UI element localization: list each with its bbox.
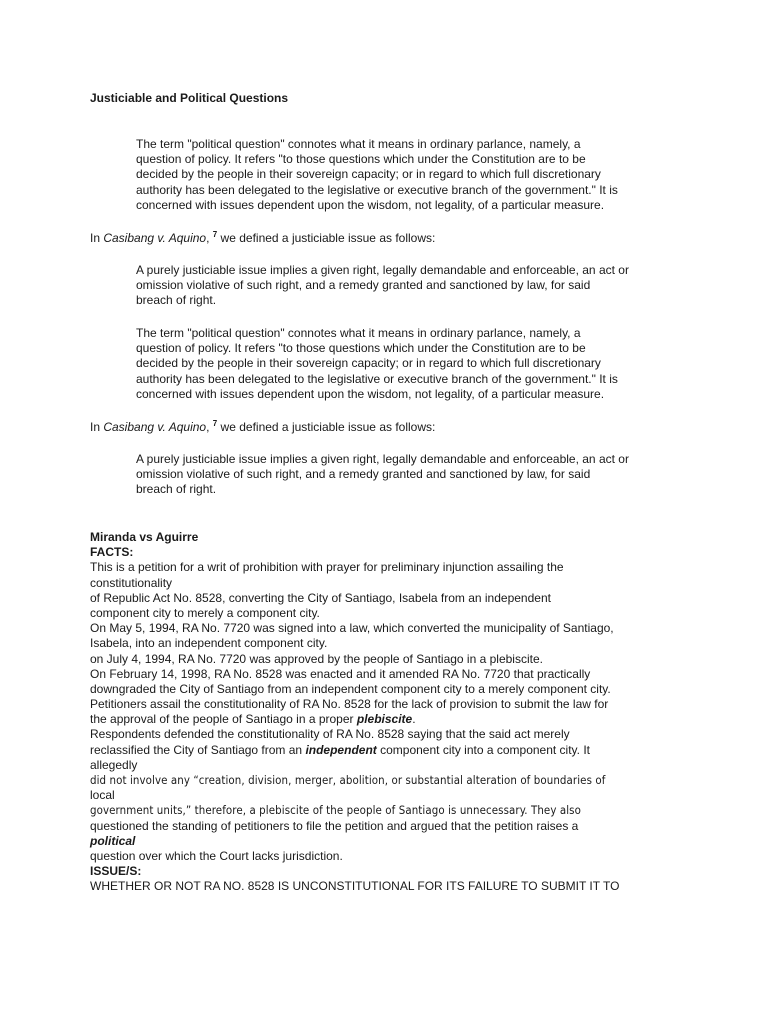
quote-line: omission violative of such right, and a remedy granted and sanctioned by law, for said bbox=[136, 467, 591, 482]
facts-line bbox=[90, 834, 710, 849]
quote-line: omission violative of such right, and a remedy granted and sanctioned by law, for said bbox=[136, 278, 591, 293]
facts-line: local bbox=[90, 788, 115, 803]
emphasis-independent: independent bbox=[305, 742, 377, 757]
facts-line: This is a petition for a writ of prohibition with prayer for preliminary injunction assailing the bbox=[90, 560, 564, 575]
case-intro-line bbox=[90, 231, 435, 246]
quote-line: The term "political question" connotes what it means in ordinary parlance, namely, a bbox=[136, 137, 581, 151]
quote-line: decided by the people in their sovereign capacity; or in regard to which full discretionary bbox=[136, 167, 601, 182]
case-intro-line-repeat bbox=[90, 420, 435, 435]
quote-line: concerned with issues dependent upon the wisdom, not legality, of a particular measure. bbox=[136, 386, 605, 401]
case-name: Casibang v. Aquino bbox=[103, 420, 207, 434]
facts-line: On May 5, 1994, RA No. 7720 was signed into a law, which converted the municipality of Santiago, bbox=[90, 621, 614, 636]
quote-line: A purely justiciable issue implies a given right, legally demandable and enforceable, an act or bbox=[136, 452, 629, 466]
case-title: Miranda vs Aguirre bbox=[90, 530, 199, 544]
emphasis-plebiscite: plebiscite bbox=[356, 712, 413, 727]
footnote-ref: 7 bbox=[212, 419, 218, 428]
intro-comma: , bbox=[206, 420, 210, 434]
facts-line: downgraded the City of Santiago from an independent component city to a merely component city. bbox=[90, 681, 611, 696]
intro-prefix: In bbox=[90, 231, 104, 245]
block-quote-justiciable bbox=[136, 263, 696, 309]
facts-line: Petitioners assail the constitutionality of RA No. 8528 for the lack of provision to submit the law for bbox=[90, 697, 609, 712]
quote-line: breach of right. bbox=[136, 482, 217, 497]
facts-line: on July 4, 1994, RA No. 7720 was approved by the people of Santiago in a plebiscite. bbox=[90, 651, 543, 666]
quote-line: A purely justiciable issue implies a given right, legally demandable and enforceable, an act or bbox=[136, 263, 629, 277]
quote-line: question of policy. It refers "to those questions which under the Constitution are to be bbox=[136, 341, 586, 356]
facts-line: Respondents defended the constitutionality of RA No. 8528 saying that the said act merely bbox=[90, 727, 570, 742]
facts-line: On February 14, 1998, RA No. 8528 was enacted and it amended RA No. 7720 that practically bbox=[90, 666, 591, 681]
facts-text: the approval of the people of Santiago in a proper bbox=[90, 712, 357, 727]
quote-line: decided by the people in their sovereign capacity; or in regard to which full discretionary bbox=[136, 356, 601, 371]
intro-prefix: In bbox=[90, 420, 104, 434]
facts-line: government units,” therefore, a plebiscite of the people of Santiago is unnecessary. They also bbox=[90, 803, 581, 818]
quote-line: breach of right. bbox=[136, 293, 217, 308]
quote-line: question of policy. It refers "to those questions which under the Constitution are to be bbox=[136, 152, 586, 167]
case-name: Casibang v. Aquino bbox=[103, 231, 207, 245]
facts-line: constitutionality bbox=[90, 575, 173, 590]
facts-line: of Republic Act No. 8528, converting the City of Santiago, Isabela from an independent bbox=[90, 590, 551, 605]
facts-line: component city to merely a component city. bbox=[90, 605, 320, 620]
block-quote-justiciable-repeat bbox=[136, 452, 696, 498]
facts-label: FACTS: bbox=[90, 545, 134, 560]
block-quote-political-question bbox=[136, 137, 696, 213]
quote-line: concerned with issues dependent upon the wisdom, not legality, of a particular measure. bbox=[136, 197, 605, 212]
emphasis-political: political bbox=[90, 833, 136, 848]
facts-line: question over which the Court lacks jurisdiction. bbox=[90, 848, 343, 863]
facts-line: questioned the standing of petitioners to file the petition and argued that the petition raises a bbox=[90, 818, 579, 833]
quote-line: The term "political question" connotes what it means in ordinary parlance, namely, a bbox=[136, 326, 581, 340]
facts-line bbox=[90, 743, 710, 758]
quote-line: authority has been delegated to the legislative or executive branch of the government." It is bbox=[136, 182, 618, 197]
facts-text: component city into a component city. It bbox=[376, 742, 590, 757]
case-digest bbox=[90, 530, 710, 895]
section-heading: Justiciable and Political Questions bbox=[90, 91, 289, 105]
issue-text: WHETHER OR NOT RA NO. 8528 IS UNCONSTITUTIONAL FOR ITS FAILURE TO SUBMIT IT TO bbox=[90, 879, 620, 894]
facts-text: reclassified the City of Santiago from an bbox=[90, 742, 306, 757]
facts-text: . bbox=[412, 712, 416, 727]
facts-line: allegedly bbox=[90, 757, 138, 772]
footnote-ref: 7 bbox=[212, 230, 218, 239]
intro-suffix: we defined a justiciable issue as follows: bbox=[217, 420, 436, 434]
intro-suffix: we defined a justiciable issue as follows: bbox=[217, 231, 436, 245]
block-quote-political-question-repeat bbox=[136, 326, 696, 402]
facts-line: did not involve any “creation, division, merger, abolition, or substantial alteration of boundaries of bbox=[90, 773, 606, 787]
issues-label: ISSUE/S: bbox=[90, 864, 142, 879]
intro-comma: , bbox=[206, 231, 210, 245]
quote-line: authority has been delegated to the legislative or executive branch of the government." It is bbox=[136, 371, 618, 386]
facts-line: Isabela, into an independent component city. bbox=[90, 636, 328, 651]
facts-line bbox=[90, 712, 710, 727]
